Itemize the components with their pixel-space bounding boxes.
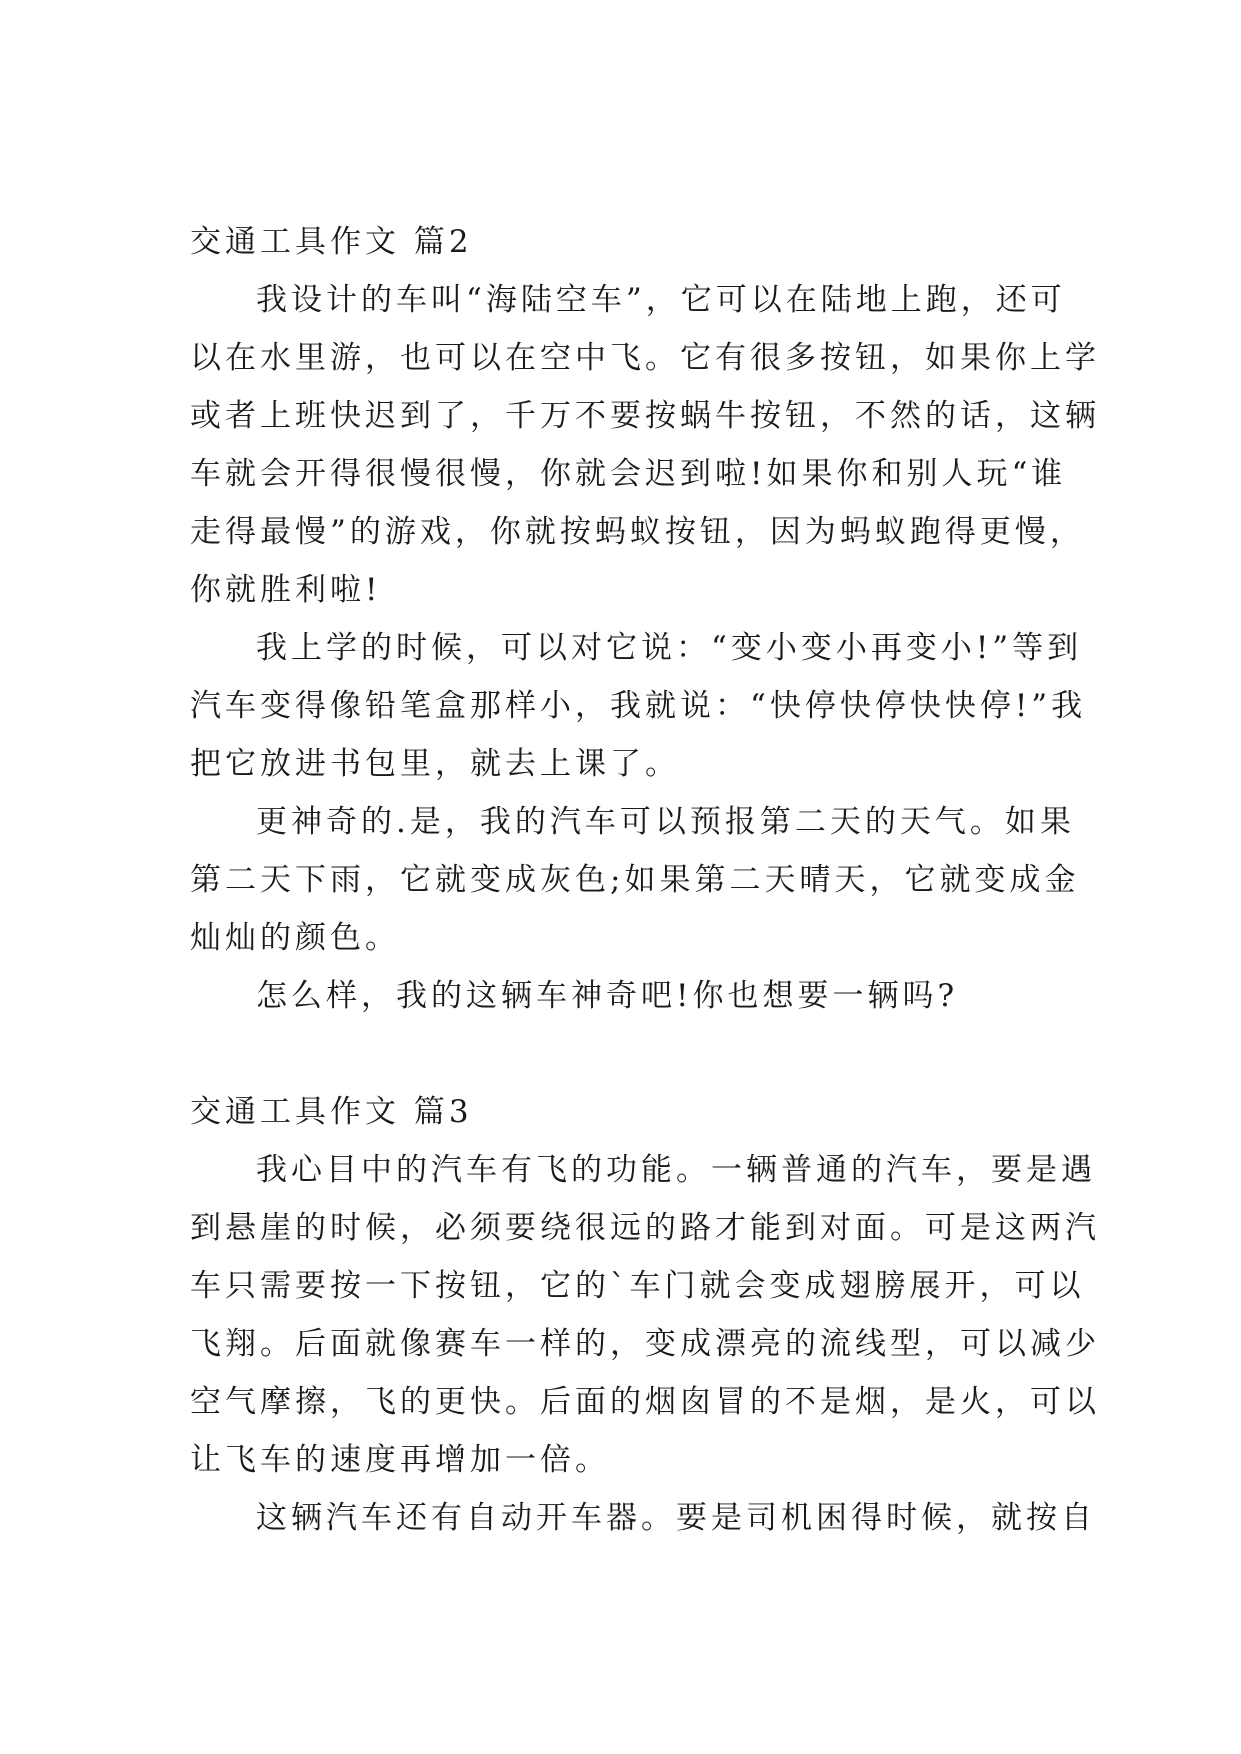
paragraph-line: 更神奇的.是，我的汽车可以预报第二天的天气。如果	[256, 804, 1075, 840]
paragraph-line: 或者上班快迟到了，千万不要按蜗牛按钮，不然的话，这辆	[190, 398, 1100, 434]
paragraph-line: 我上学的时候，可以对它说：“变小变小再变小!”等到	[256, 630, 1083, 666]
paragraph-line: 第二天下雨，它就变成灰色;如果第二天晴天，它就变成金	[190, 862, 1080, 898]
paragraph-line: 到悬崖的时候，必须要绕很远的路才能到对面。可是这两汽	[190, 1210, 1100, 1246]
paragraph-line: 我心目中的汽车有飞的功能。一辆普通的汽车，要是遇	[256, 1152, 1096, 1188]
paragraph-line: 飞翔。后面就像赛车一样的，变成漂亮的流线型，可以减少	[190, 1326, 1100, 1362]
paragraph-line: 走得最慢”的游戏，你就按蚂蚁按钮，因为蚂蚁跑得更慢，	[190, 514, 1085, 550]
paragraph-line: 汽车变得像铅笔盒那样小，我就说：“快停快停快快停!”我	[190, 688, 1087, 724]
paragraph-line: 你就胜利啦!	[190, 572, 382, 608]
section-heading: 交通工具作文 篇2	[190, 224, 473, 260]
paragraph-line: 让飞车的速度再增加一倍。	[190, 1442, 610, 1478]
paragraph-line: 我设计的车叫“海陆空车”，它可以在陆地上跑，还可	[256, 282, 1066, 318]
paragraph-line: 车就会开得很慢很慢，你就会迟到啦!如果你和别人玩“谁	[190, 456, 1067, 492]
paragraph-line: 空气摩擦，飞的更快。后面的烟囱冒的不是烟，是火，可以	[190, 1384, 1100, 1420]
paragraph-line: 灿灿的颜色。	[190, 920, 400, 956]
paragraph-line: 车只需要按一下按钮，它的`车门就会变成翅膀展开，可以	[190, 1268, 1085, 1304]
paragraph-line: 这辆汽车还有自动开车器。要是司机困得时候，就按自	[256, 1500, 1096, 1536]
paragraph-line: 怎么样，我的这辆车神奇吧!你也想要一辆吗?	[256, 978, 959, 1014]
paragraph-line: 以在水里游，也可以在空中飞。它有很多按钮，如果你上学	[190, 340, 1100, 376]
paragraph-line: 把它放进书包里，就去上课了。	[190, 746, 680, 782]
section-heading: 交通工具作文 篇3	[190, 1094, 473, 1130]
